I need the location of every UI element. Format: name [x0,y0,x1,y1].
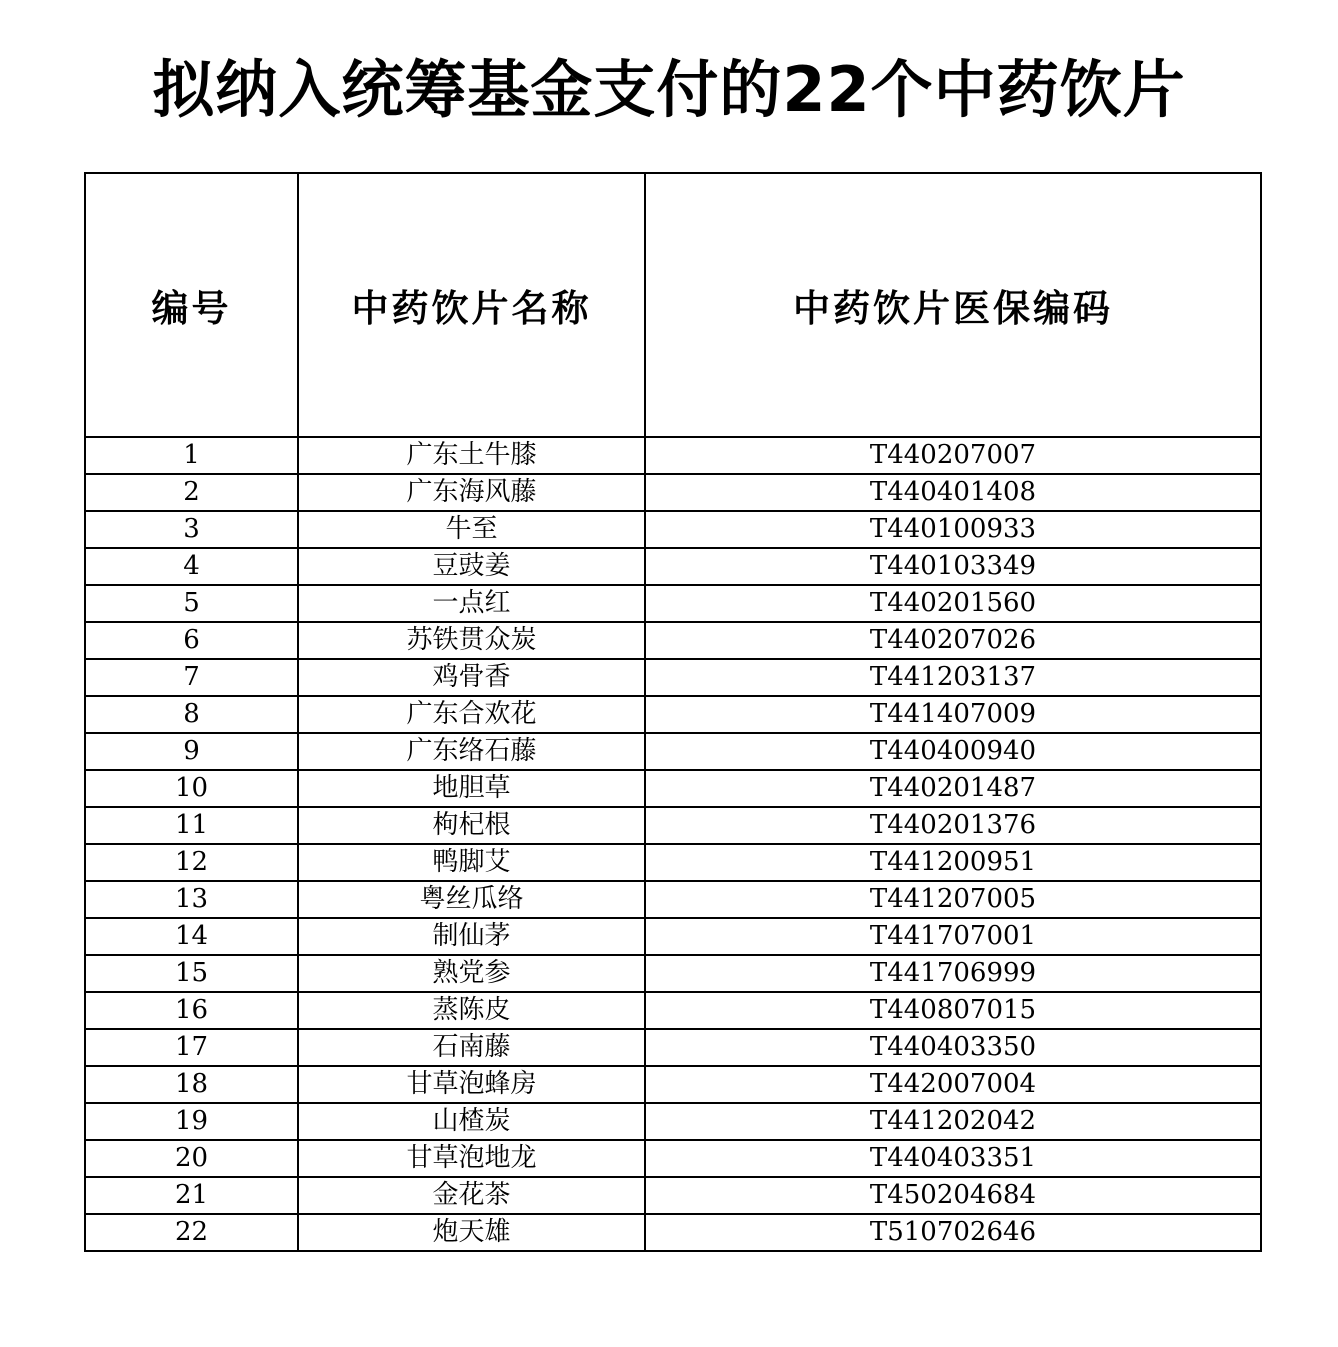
cell-number: 19 [85,1103,298,1140]
cell-herb-name: 广东络石藤 [298,733,645,770]
cell-herb-name: 豆豉姜 [298,548,645,585]
cell-insurance-code: T440201560 [645,585,1261,622]
page-title: 拟纳入统筹基金支付的22个中药饮片 [152,53,1186,126]
table-row [85,622,1261,659]
cell-number: 3 [85,511,298,548]
cell-herb-name: 金花茶 [298,1177,645,1214]
cell-insurance-code: T440201487 [645,770,1261,807]
table-row [85,1140,1261,1177]
cell-insurance-code: T440400940 [645,733,1261,770]
table-row [85,844,1261,881]
table-row [85,1214,1261,1251]
cell-herb-name: 炮天雄 [298,1214,645,1251]
cell-insurance-code: T440207007 [645,437,1261,474]
cell-number: 4 [85,548,298,585]
herb-table [84,172,1262,1252]
cell-insurance-code: T440401408 [645,474,1261,511]
table-body [85,437,1261,1251]
cell-number: 10 [85,770,298,807]
table-row [85,585,1261,622]
cell-insurance-code: T441707001 [645,918,1261,955]
cell-herb-name: 枸杞根 [298,807,645,844]
cell-herb-name: 广东合欢花 [298,696,645,733]
cell-number: 16 [85,992,298,1029]
cell-number: 2 [85,474,298,511]
cell-insurance-code: T440100933 [645,511,1261,548]
header-herb-name: 中药饮片名称 [298,173,645,437]
table-row [85,659,1261,696]
cell-insurance-code: T441407009 [645,696,1261,733]
cell-herb-name: 石南藤 [298,1029,645,1066]
cell-insurance-code: T441200951 [645,844,1261,881]
cell-number: 13 [85,881,298,918]
cell-herb-name: 苏铁贯众炭 [298,622,645,659]
table-row [85,918,1261,955]
cell-herb-name: 牛至 [298,511,645,548]
cell-insurance-code: T440807015 [645,992,1261,1029]
cell-insurance-code: T440201376 [645,807,1261,844]
table-row [85,511,1261,548]
cell-number: 22 [85,1214,298,1251]
cell-number: 11 [85,807,298,844]
table-row [85,474,1261,511]
cell-herb-name: 广东海风藤 [298,474,645,511]
cell-insurance-code: T510702646 [645,1214,1261,1251]
cell-insurance-code: T440403351 [645,1140,1261,1177]
cell-herb-name: 广东土牛膝 [298,437,645,474]
cell-number: 12 [85,844,298,881]
cell-number: 9 [85,733,298,770]
cell-herb-name: 甘草泡蜂房 [298,1066,645,1103]
cell-insurance-code: T440403350 [645,1029,1261,1066]
cell-number: 17 [85,1029,298,1066]
cell-number: 1 [85,437,298,474]
cell-herb-name: 山楂炭 [298,1103,645,1140]
table-header-row [85,173,1261,437]
table-row [85,696,1261,733]
cell-herb-name: 熟党参 [298,955,645,992]
table-row [85,807,1261,844]
cell-herb-name: 鸡骨香 [298,659,645,696]
table-row [85,955,1261,992]
table-row [85,437,1261,474]
cell-insurance-code: T440207026 [645,622,1261,659]
table-row [85,1103,1261,1140]
table-row [85,548,1261,585]
cell-herb-name: 地胆草 [298,770,645,807]
table-row [85,733,1261,770]
cell-herb-name: 制仙茅 [298,918,645,955]
cell-insurance-code: T442007004 [645,1066,1261,1103]
cell-insurance-code: T441203137 [645,659,1261,696]
cell-number: 18 [85,1066,298,1103]
cell-herb-name: 一点红 [298,585,645,622]
header-number: 编号 [85,173,298,437]
table-row [85,1066,1261,1103]
cell-number: 7 [85,659,298,696]
cell-number: 21 [85,1177,298,1214]
cell-insurance-code: T440103349 [645,548,1261,585]
cell-insurance-code: T441202042 [645,1103,1261,1140]
cell-insurance-code: T450204684 [645,1177,1261,1214]
header-insurance-code: 中药饮片医保编码 [645,173,1261,437]
table-row [85,1029,1261,1066]
cell-herb-name: 甘草泡地龙 [298,1140,645,1177]
cell-number: 5 [85,585,298,622]
cell-number: 8 [85,696,298,733]
table-row [85,770,1261,807]
table-row [85,1177,1261,1214]
cell-insurance-code: T441207005 [645,881,1261,918]
table-row [85,881,1261,918]
cell-herb-name: 鸭脚艾 [298,844,645,881]
cell-herb-name: 蒸陈皮 [298,992,645,1029]
cell-number: 15 [85,955,298,992]
cell-number: 20 [85,1140,298,1177]
cell-number: 6 [85,622,298,659]
table-row [85,992,1261,1029]
cell-insurance-code: T441706999 [645,955,1261,992]
cell-number: 14 [85,918,298,955]
cell-herb-name: 粤丝瓜络 [298,881,645,918]
